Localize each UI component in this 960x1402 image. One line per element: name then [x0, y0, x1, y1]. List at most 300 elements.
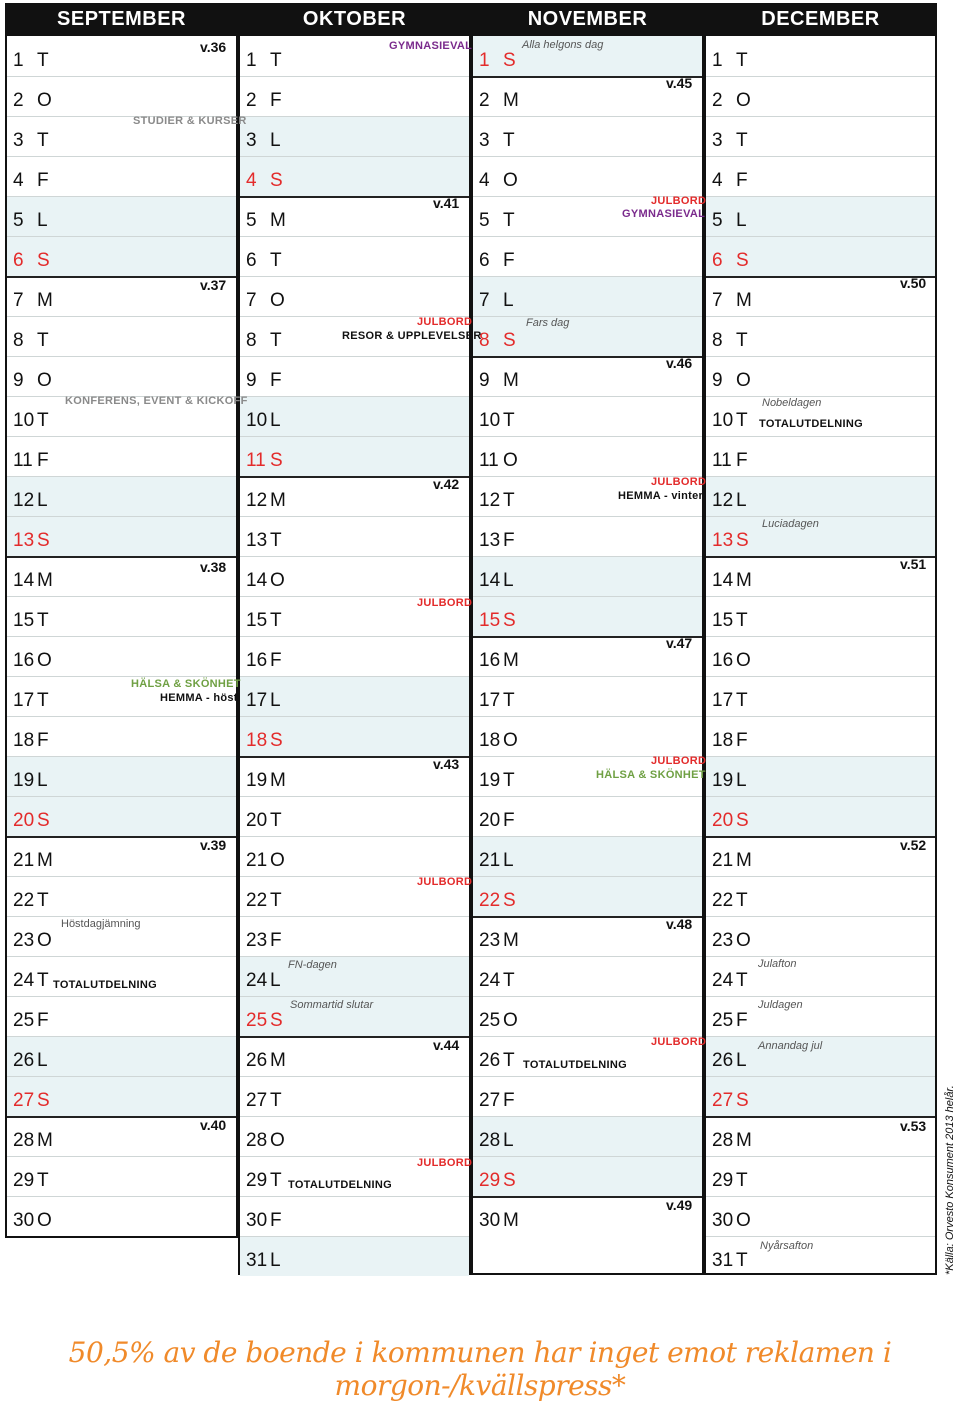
- delivery-label: TOTALUTDELNING: [53, 979, 158, 991]
- day-row: [706, 1156, 935, 1196]
- weekday-letter: L: [270, 410, 281, 431]
- day-row: [473, 396, 702, 436]
- weekday-letter: M: [736, 850, 752, 871]
- day-cell: [246, 330, 282, 352]
- day-number: 21: [712, 850, 734, 871]
- day-number: 26: [13, 1050, 35, 1071]
- weekday-letter: T: [37, 1170, 49, 1191]
- day-number: 25: [712, 1010, 734, 1031]
- weekday-letter: F: [270, 90, 282, 111]
- day-cell: [13, 50, 49, 72]
- day-cell: [246, 1090, 282, 1112]
- day-row: [706, 1076, 935, 1116]
- theme-label: JULBORD: [417, 1157, 473, 1169]
- day-row: [240, 156, 469, 196]
- day-row: [706, 516, 935, 556]
- day-number: 9: [246, 370, 257, 391]
- day-row: [7, 876, 236, 916]
- december-column: [704, 36, 937, 1275]
- day-cell: [479, 370, 519, 392]
- event-note: Höstdagjämning: [61, 918, 141, 930]
- day-number: 2: [246, 90, 257, 111]
- month-header-november: NOVEMBER: [471, 3, 704, 36]
- weekday-letter: M: [503, 90, 519, 111]
- weekday-letter: M: [270, 210, 286, 231]
- day-cell: [13, 1210, 52, 1232]
- day-row: [7, 1076, 236, 1116]
- day-cell: [13, 330, 49, 352]
- day-cell: [479, 530, 515, 552]
- weekday-letter: T: [503, 210, 515, 231]
- day-number: 25: [246, 1010, 268, 1031]
- weekday-letter: L: [270, 690, 281, 711]
- weekday-letter: L: [736, 1050, 747, 1071]
- day-cell: [246, 770, 286, 792]
- day-row: [240, 716, 469, 756]
- weekday-letter: M: [270, 1050, 286, 1071]
- day-number: 27: [712, 1090, 734, 1111]
- day-cell: [479, 930, 519, 952]
- week-number: v.44: [433, 1037, 460, 1053]
- day-number: 28: [479, 1130, 501, 1151]
- weekday-letter: F: [37, 1010, 49, 1031]
- day-number: 7: [246, 290, 257, 311]
- weekday-letter: O: [270, 1130, 285, 1151]
- weekday-letter: F: [736, 450, 748, 471]
- weekday-letter: M: [503, 930, 519, 951]
- day-row: [706, 156, 935, 196]
- day-cell: [13, 730, 49, 752]
- day-row: [240, 796, 469, 836]
- weekday-letter: T: [270, 810, 282, 831]
- day-cell: [479, 1090, 515, 1112]
- day-number: 18: [712, 730, 734, 751]
- weekday-letter: F: [37, 450, 49, 471]
- day-number: 5: [712, 210, 723, 231]
- day-row: [706, 676, 935, 716]
- day-number: 16: [712, 650, 734, 671]
- day-row: [473, 996, 702, 1036]
- day-cell: [246, 1130, 285, 1152]
- day-number: 23: [13, 930, 35, 951]
- week-number: v.49: [666, 1197, 693, 1213]
- day-cell: [13, 850, 53, 872]
- day-number: 4: [246, 170, 257, 191]
- day-row: [473, 956, 702, 996]
- weekday-letter: S: [736, 250, 749, 271]
- day-cell: [712, 1250, 748, 1272]
- theme-label: HEMMA - vinter: [618, 490, 704, 502]
- weekday-letter: L: [270, 970, 281, 991]
- day-cell: [712, 730, 748, 752]
- week-number: v.36: [200, 39, 227, 55]
- day-cell: [712, 130, 748, 152]
- month-header-december: DECEMBER: [704, 3, 937, 36]
- day-row: [7, 636, 236, 676]
- day-number: 21: [479, 850, 501, 871]
- calendar: [5, 3, 937, 1275]
- weekday-letter: S: [37, 530, 50, 551]
- day-number: 14: [712, 570, 734, 591]
- weekday-letter: T: [503, 690, 515, 711]
- week-number: v.42: [433, 476, 460, 492]
- weekday-letter: F: [270, 930, 282, 951]
- week-number: v.53: [900, 1118, 927, 1134]
- day-cell: [13, 490, 48, 512]
- theme-label: JULBORD: [417, 316, 473, 328]
- event-note: Juldagen: [758, 999, 803, 1011]
- weekday-letter: T: [270, 610, 282, 631]
- day-row: [473, 676, 702, 716]
- day-number: 6: [479, 250, 490, 271]
- weekday-letter: T: [503, 130, 515, 151]
- weekday-letter: M: [736, 290, 752, 311]
- day-row: [473, 516, 702, 556]
- day-number: 22: [13, 890, 35, 911]
- day-cell: [479, 770, 515, 792]
- event-note: Alla helgons dag: [522, 39, 604, 51]
- day-cell: [712, 530, 749, 552]
- day-cell: [246, 690, 281, 712]
- weekday-letter: T: [270, 1090, 282, 1111]
- day-row: [7, 476, 236, 516]
- oktober-column: [238, 36, 471, 1275]
- delivery-label: TOTALUTDELNING: [523, 1059, 628, 1071]
- day-number: 15: [13, 610, 35, 631]
- day-number: 4: [479, 170, 490, 191]
- weekday-letter: T: [503, 770, 515, 791]
- day-number: 3: [13, 130, 24, 151]
- weekday-letter: M: [37, 570, 53, 591]
- day-number: 31: [246, 1250, 268, 1271]
- day-number: 6: [246, 250, 257, 271]
- day-number: 29: [479, 1170, 501, 1191]
- day-number: 12: [246, 490, 268, 511]
- day-row: [7, 996, 236, 1036]
- day-cell: [479, 130, 515, 152]
- day-cell: [246, 370, 282, 392]
- day-number: 18: [13, 730, 35, 751]
- weekday-letter: M: [736, 1130, 752, 1151]
- event-note: Nyårsafton: [760, 1240, 814, 1252]
- weekday-letter: O: [503, 450, 518, 471]
- weekday-letter: T: [736, 890, 748, 911]
- day-number: 1: [479, 50, 490, 71]
- day-number: 14: [479, 570, 501, 591]
- weekday-letter: F: [503, 1090, 515, 1111]
- day-cell: [13, 1170, 49, 1192]
- week-number: v.50: [900, 275, 927, 291]
- weekday-letter: T: [503, 410, 515, 431]
- weekday-letter: T: [503, 970, 515, 991]
- day-number: 7: [712, 290, 723, 311]
- weekday-letter: S: [503, 1170, 516, 1191]
- day-cell: [712, 770, 747, 792]
- weekday-letter: T: [270, 50, 282, 71]
- week-number: v.45: [666, 75, 693, 91]
- weekday-letter: T: [736, 610, 748, 631]
- day-cell: [246, 170, 283, 192]
- event-note: Nobeldagen: [762, 397, 822, 409]
- week-number: v.43: [433, 756, 460, 772]
- event-note: Luciadagen: [762, 518, 819, 530]
- day-cell: [13, 1010, 49, 1032]
- theme-label: JULBORD: [651, 755, 707, 767]
- day-number: 8: [712, 330, 723, 351]
- theme-label: RESOR & UPPLEVELSER: [342, 330, 482, 342]
- day-cell: [479, 890, 516, 912]
- weekday-letter: L: [37, 490, 48, 511]
- day-row: [473, 156, 702, 196]
- weekday-letter: T: [270, 1170, 282, 1191]
- day-number: 19: [246, 770, 268, 791]
- weekday-letter: L: [736, 210, 747, 231]
- day-cell: [712, 1090, 749, 1112]
- weekday-letter: T: [37, 890, 49, 911]
- weekday-letter: L: [503, 290, 514, 311]
- weekday-letter: S: [37, 250, 50, 271]
- day-number: 12: [712, 490, 734, 511]
- day-cell: [246, 130, 281, 152]
- weekday-letter: S: [736, 810, 749, 831]
- day-number: 11: [712, 450, 732, 471]
- weekday-letter: O: [270, 570, 285, 591]
- day-number: 18: [479, 730, 501, 751]
- day-cell: [712, 890, 748, 912]
- weekday-letter: L: [270, 1250, 281, 1271]
- day-row: [7, 1156, 236, 1196]
- theme-label: JULBORD: [417, 597, 473, 609]
- day-cell: [13, 570, 53, 592]
- day-cell: [246, 290, 285, 312]
- day-number: 16: [246, 650, 268, 671]
- day-row: [473, 716, 702, 756]
- day-row: [240, 1236, 469, 1276]
- day-number: 17: [246, 690, 268, 711]
- event-note: Sommartid slutar: [290, 999, 374, 1011]
- day-row: [240, 956, 469, 996]
- day-cell: [246, 730, 283, 752]
- weekday-letter: T: [37, 970, 49, 991]
- day-cell: [712, 210, 747, 232]
- day-row: [473, 876, 702, 916]
- weekday-letter: O: [37, 1210, 52, 1231]
- weekday-letter: F: [270, 1210, 282, 1231]
- day-row: [7, 76, 236, 116]
- day-number: 30: [712, 1210, 734, 1231]
- day-number: 14: [13, 570, 35, 591]
- theme-label: HEMMA - höst: [160, 692, 238, 704]
- day-number: 2: [13, 90, 24, 111]
- day-number: 17: [13, 690, 35, 711]
- theme-label: GYMNASIEVAL: [622, 208, 706, 220]
- day-cell: [479, 250, 515, 272]
- day-number: 17: [479, 690, 501, 711]
- day-cell: [712, 970, 748, 992]
- weekday-letter: L: [736, 490, 747, 511]
- day-cell: [479, 1050, 515, 1072]
- event-note: FN-dagen: [288, 959, 337, 971]
- day-cell: [13, 250, 50, 272]
- weekday-letter: O: [270, 290, 285, 311]
- weekday-letter: S: [503, 330, 516, 351]
- weekday-letter: S: [503, 610, 516, 631]
- day-row: [7, 316, 236, 356]
- day-cell: [712, 610, 748, 632]
- theme-label: JULBORD: [651, 195, 707, 207]
- day-row: [706, 996, 935, 1036]
- day-number: 25: [479, 1010, 501, 1031]
- day-row: [7, 1036, 236, 1076]
- day-cell: [246, 810, 282, 832]
- day-cell: [13, 930, 52, 952]
- weekday-letter: T: [37, 410, 49, 431]
- day-row: [473, 1076, 702, 1116]
- day-row: [706, 116, 935, 156]
- weekday-letter: L: [736, 770, 747, 791]
- weekday-letter: F: [503, 530, 515, 551]
- week-number: v.51: [900, 556, 927, 572]
- day-number: 19: [712, 770, 734, 791]
- day-number: 30: [13, 1210, 35, 1231]
- day-cell: [13, 370, 52, 392]
- theme-label: HÄLSA & SKÖNHET: [596, 769, 706, 781]
- day-row: [706, 876, 935, 916]
- day-cell: [712, 490, 747, 512]
- day-number: 4: [712, 170, 723, 191]
- day-number: 5: [13, 210, 24, 231]
- day-row: [240, 1076, 469, 1116]
- day-number: 12: [13, 490, 35, 511]
- day-cell: [246, 1050, 286, 1072]
- weekday-letter: S: [736, 1090, 749, 1111]
- day-number: 13: [13, 530, 35, 551]
- day-number: 20: [13, 810, 35, 831]
- day-number: 10: [13, 410, 35, 431]
- week-number: v.37: [200, 277, 227, 293]
- week-number: v.39: [200, 837, 227, 853]
- week-number: v.41: [433, 195, 460, 211]
- day-cell: [479, 970, 515, 992]
- day-number: 3: [712, 130, 723, 151]
- day-cell: [712, 290, 752, 312]
- week-number: v.40: [200, 1117, 227, 1133]
- day-row: [7, 156, 236, 196]
- weekday-letter: O: [503, 1010, 518, 1031]
- weekday-letter: T: [736, 410, 748, 431]
- weekday-letter: S: [270, 170, 283, 191]
- day-row: [473, 116, 702, 156]
- day-number: 5: [479, 210, 490, 231]
- day-number: 20: [479, 810, 501, 831]
- day-cell: [246, 530, 282, 552]
- day-cell: [712, 1130, 752, 1152]
- day-row: [240, 676, 469, 716]
- weekday-letter: O: [736, 1210, 751, 1231]
- day-row: [7, 796, 236, 836]
- weekday-letter: T: [37, 690, 49, 711]
- day-row: [473, 236, 702, 276]
- day-number: 22: [712, 890, 734, 911]
- day-number: 24: [246, 970, 268, 991]
- day-number: 2: [712, 90, 723, 111]
- weekday-letter: M: [503, 370, 519, 391]
- day-row: [706, 436, 935, 476]
- day-number: 28: [712, 1130, 734, 1151]
- day-number: 13: [712, 530, 734, 551]
- weekday-letter: T: [736, 690, 748, 711]
- day-cell: [712, 90, 751, 112]
- day-cell: [479, 210, 515, 232]
- weekday-letter: O: [503, 170, 518, 191]
- weekday-letter: O: [736, 90, 751, 111]
- day-row: [240, 76, 469, 116]
- day-number: 26: [479, 1050, 501, 1071]
- weekday-letter: T: [270, 530, 282, 551]
- day-number: 20: [712, 810, 734, 831]
- day-row: [7, 436, 236, 476]
- month-header-september: SEPTEMBER: [5, 3, 238, 36]
- weekday-letter: L: [37, 770, 48, 791]
- day-number: 8: [13, 330, 24, 351]
- weekday-letter: F: [736, 730, 748, 751]
- day-number: 21: [13, 850, 35, 871]
- day-number: 28: [13, 1130, 35, 1151]
- day-cell: [13, 690, 49, 712]
- weekday-letter: L: [37, 210, 48, 231]
- weekday-letter: T: [270, 250, 282, 271]
- weekday-letter: T: [736, 330, 748, 351]
- weekday-letter: T: [37, 330, 49, 351]
- theme-label: HÄLSA & SKÖNHET: [131, 678, 241, 690]
- day-row: [7, 1196, 236, 1236]
- day-number: 15: [246, 610, 268, 631]
- day-number: 6: [712, 250, 723, 271]
- day-number: 7: [13, 290, 24, 311]
- day-cell: [479, 410, 515, 432]
- day-number: 27: [479, 1090, 501, 1111]
- day-cell: [13, 410, 49, 432]
- day-number: 15: [479, 610, 501, 631]
- day-cell: [246, 490, 286, 512]
- day-number: 21: [246, 850, 268, 871]
- day-cell: [479, 1010, 518, 1032]
- day-number: 12: [479, 490, 501, 511]
- day-row: [7, 596, 236, 636]
- day-cell: [246, 610, 282, 632]
- day-cell: [712, 1170, 748, 1192]
- weekday-letter: S: [37, 1090, 50, 1111]
- day-row: [473, 316, 702, 356]
- day-cell: [246, 90, 282, 112]
- day-number: 3: [479, 130, 490, 151]
- day-cell: [13, 1090, 50, 1112]
- day-row: [706, 796, 935, 836]
- event-note: Annandag jul: [758, 1040, 823, 1052]
- day-cell: [712, 810, 749, 832]
- day-cell: [13, 170, 49, 192]
- day-number: 30: [479, 1210, 501, 1231]
- day-cell: [13, 450, 49, 472]
- day-cell: [246, 250, 282, 272]
- day-cell: [479, 690, 515, 712]
- weekday-letter: L: [503, 1130, 514, 1151]
- day-cell: [479, 1130, 514, 1152]
- day-cell: [712, 370, 751, 392]
- weekday-letter: O: [736, 370, 751, 391]
- day-number: 11: [246, 450, 266, 471]
- theme-label: JULBORD: [651, 1036, 707, 1048]
